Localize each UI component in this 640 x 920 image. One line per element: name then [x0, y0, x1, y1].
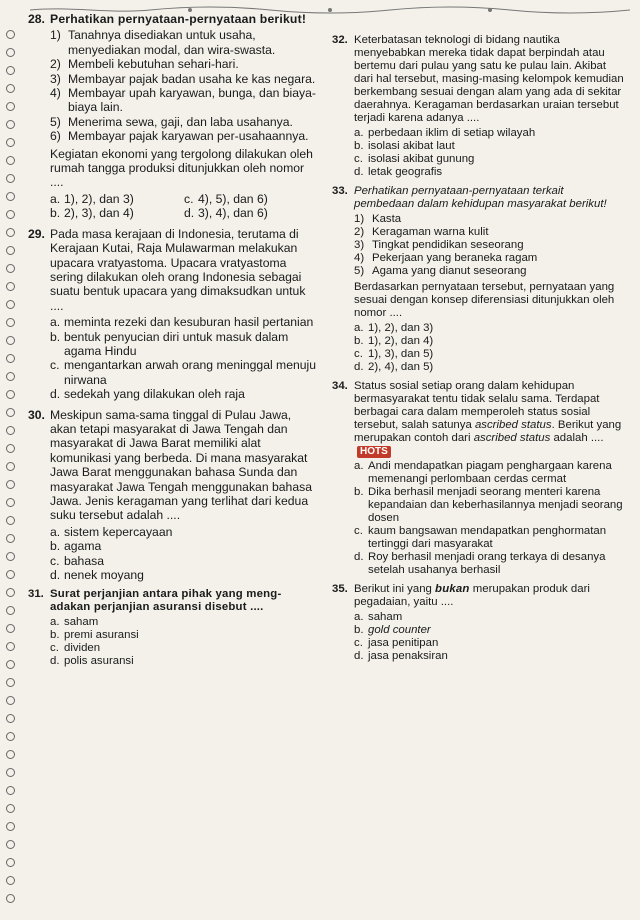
binding-hole: [6, 372, 15, 381]
binding-hole: [6, 786, 15, 795]
option-a[interactable]: a. 1), 2), dan 3): [354, 322, 434, 334]
binding-hole: [6, 192, 15, 201]
option-d[interactable]: d. nenek moyang: [50, 568, 144, 583]
binding-hole: [6, 894, 15, 903]
answer-options: [354, 611, 624, 663]
option-d[interactable]: d. letak geografis: [354, 166, 443, 178]
binding-hole: [6, 84, 15, 93]
hots-badge: HOTS: [357, 446, 391, 458]
option-c[interactable]: c. mengantarkan arwah orang meninggal menuju nirwana: [50, 358, 317, 387]
binding-hole: [6, 390, 15, 399]
option-c[interactable]: c. jasa penitipan: [354, 637, 439, 649]
binding-hole: [6, 210, 15, 219]
binding-hole: [6, 534, 15, 543]
binding-hole: [6, 300, 15, 309]
option-b[interactable]: b. bentuk penyucian diri untuk masuk dalam agama Hindu: [50, 329, 289, 358]
list-item: 6) Membayar pajak karyawan per-usahaannya.: [50, 129, 309, 144]
left-column: [28, 12, 318, 674]
binding-hole: [6, 642, 15, 651]
option-c[interactable]: c. 1), 3), dan 5): [354, 348, 434, 360]
option-d[interactable]: d. 2), 4), dan 5): [354, 361, 434, 373]
option-b[interactable]: b. isolasi akibat laut: [354, 140, 455, 152]
list-item: 4) Pekerjaan yang beraneka ragam: [354, 252, 538, 264]
binding-hole: [6, 570, 15, 579]
question-text: Status sosial setiap orang dalam kehidupan bermasyarakat tentu tidak selalu sama. Terdapat berbagai cara dalam memperoleh status sosial tersebut, salah satunya ascribed status. Berikut yang merupakan contoh dari ascribed status adalah ....HOTS: [354, 380, 622, 457]
binding-hole: [6, 336, 15, 345]
question-33: [332, 185, 624, 374]
binding-hole: [6, 282, 15, 291]
option-a[interactable]: a. sistem kepercayaan: [50, 524, 173, 539]
binding-hole: [6, 174, 15, 183]
option-c[interactable]: c. 4), 5), dan 6): [184, 191, 268, 206]
option-c[interactable]: c. bahasa: [50, 553, 104, 568]
option-c[interactable]: c. dividen: [50, 642, 101, 655]
binding-hole: [6, 858, 15, 867]
binding-hole: [6, 516, 15, 525]
binding-hole: [6, 318, 15, 327]
question-number: 30.: [28, 407, 45, 422]
option-a[interactable]: a. Andi mendapatkan piagam penghargaan karena memenangi perlombaan cerdas cermat: [354, 460, 612, 485]
question-28: [28, 12, 318, 221]
binding-hole: [6, 48, 15, 57]
binding-hole: [6, 444, 15, 453]
option-d[interactable]: d. 3), 4), dan 6): [184, 206, 268, 221]
binding-hole: [6, 678, 15, 687]
binding-hole: [6, 876, 15, 885]
option-a[interactable]: a. perbedaan iklim di setiap wilayah: [354, 127, 536, 139]
question-text: Surat perjanjian antara pihak yang meng-adakan perjanjian asuransi disebut ....: [50, 588, 282, 614]
binding-hole: [6, 102, 15, 111]
binding-hole: [6, 246, 15, 255]
question-number: 29.: [28, 226, 45, 241]
question-29: [28, 227, 318, 402]
answer-options: [50, 525, 318, 583]
answer-options: [354, 127, 624, 179]
question-30: [28, 408, 318, 583]
question-prompt: Kegiatan ekonomi yang tergolong dilakukan oleh rumah tangga produksi ditunjukkan oleh nomor ....: [50, 146, 313, 190]
question-stem: Perhatikan pernyataan-pernyataan berikut!: [50, 12, 307, 26]
binding-hole: [6, 156, 15, 165]
binding-hole: [6, 120, 15, 129]
binding-hole: [6, 480, 15, 489]
binding-hole: [6, 552, 15, 561]
answer-options: [354, 460, 624, 577]
option-d[interactable]: d. jasa penaksiran: [354, 650, 448, 662]
binding-hole: [6, 408, 15, 417]
question-number: 28.: [28, 12, 45, 26]
binding-hole: [6, 138, 15, 147]
answer-options: [354, 322, 624, 374]
question-number: 34.: [332, 380, 348, 392]
option-b[interactable]: b. premi asuransi: [50, 629, 139, 642]
list-item: 1) Kasta: [354, 213, 402, 225]
binding-hole: [6, 750, 15, 759]
binding-hole: [6, 696, 15, 705]
question-stem: Perhatikan pernyataan-pernyataan terkait pembedaan dalam kehidupan masyarakat berikut!: [354, 185, 607, 210]
answer-options: [50, 616, 318, 668]
option-a[interactable]: a. saham: [50, 616, 99, 629]
binding-hole: [6, 588, 15, 597]
binding-hole: [6, 228, 15, 237]
binding-hole: [6, 354, 15, 363]
binding-hole: [6, 624, 15, 633]
question-number: 32.: [332, 34, 348, 46]
list-item: 3) Membayar pajak badan usaha ke kas negara.: [50, 71, 316, 86]
list-item: 2) Keragaman warna kulit: [354, 226, 489, 238]
list-item: 5) Agama yang dianut seseorang: [354, 265, 527, 277]
question-34: [332, 380, 624, 577]
answer-options: [50, 315, 318, 401]
binding-hole: [6, 804, 15, 813]
list-item: 1) Tanahnya disediakan untuk usaha, menyediakan modal, dan wira-swasta.: [50, 28, 276, 57]
binding-hole: [6, 462, 15, 471]
binding-hole: [6, 732, 15, 741]
binding-hole: [6, 498, 15, 507]
question-text: Berikut ini yang bukan merupakan produk dari pegadaian, yaitu ....: [354, 583, 590, 608]
question-31: [28, 588, 318, 668]
question-prompt: Berdasarkan pernyataan tersebut, pernyataan yang sesuai dengan konsep diferensiasi ditunjukkan oleh nomor ....: [354, 281, 615, 319]
answer-options: [50, 192, 318, 221]
binding-hole: [6, 426, 15, 435]
statement-list: [50, 28, 318, 143]
binding-hole: [6, 66, 15, 75]
binding-hole: [6, 714, 15, 723]
right-column: [332, 34, 624, 669]
list-item: 4) Membayar upah karyawan, bunga, dan biaya-biaya lain.: [50, 86, 316, 115]
option-c[interactable]: c. kaum bangsawan mendapatkan penghormatan tertinggi dari masyarakat: [354, 525, 607, 550]
binding-hole: [6, 768, 15, 777]
option-b[interactable]: b. 2), 3), dan 4): [50, 206, 134, 221]
question-text: Keterbatasan teknologi di bidang nautika menyebabkan mereka tidak dapat berpindah atau bertemu dari pulau yang satu ke pulau lain. Akibat dari hal tersebut, masing-masing kelompok kemudian berkembang sesuai dengan alam yang ada di sekitar daerahnya. Keragaman berdasarkan uraian tersebut terjadi karena adanya ....: [354, 34, 624, 124]
binding-hole: [6, 660, 15, 669]
binding-hole: [6, 840, 15, 849]
question-number: 33.: [332, 185, 348, 197]
option-b[interactable]: b. agama: [50, 539, 102, 554]
option-b[interactable]: b. 1), 2), dan 4): [354, 335, 434, 347]
option-d[interactable]: d. polis asuransi: [50, 655, 134, 668]
question-text: Meskipun sama-sama tinggal di Pulau Jawa, akan tetapi masyarakat di Jawa Tengah dan masyarakat di Jawa Barat memiliki alat komunikasi yang berbeda. Di mana masyarakat Jawa Barat menggunakan bahasa Sunda dan masyarakat Jawa Tengah menggunakan bahasa Jawa. Jenis keragaman yang terlihat dari kedua suku tersebut adalah ....: [50, 407, 312, 523]
option-a[interactable]: a. saham: [354, 611, 403, 623]
option-c[interactable]: c. isolasi akibat gunung: [354, 153, 475, 165]
question-number: 31.: [28, 588, 44, 601]
option-b[interactable]: b. gold counter: [354, 624, 431, 636]
binding-hole: [6, 264, 15, 273]
binding-hole: [6, 822, 15, 831]
list-item: 2) Membeli kebutuhan sehari-hari.: [50, 57, 239, 72]
option-d[interactable]: d. Roy berhasil menjadi orang terkaya di desanya setelah usahanya berhasil: [354, 551, 606, 576]
question-35: [332, 583, 624, 663]
question-number: 35.: [332, 583, 348, 595]
statement-list: [354, 213, 624, 278]
option-a[interactable]: a. 1), 2), dan 3): [50, 191, 134, 206]
question-text: Pada masa kerajaan di Indonesia, terutama di Kerajaan Kutai, Raja Mulawarman melakukan upacara vratyastoma. Upacara vratyastoma sering dilakukan oleh orang Indonesia sebagai suatu bentuk upacara yang dimaksudkan untuk ....: [50, 226, 306, 313]
list-item: 3) Tingkat pendidikan seseorang: [354, 239, 524, 251]
list-item: 5) Menerima sewa, gaji, dan laba usahanya.: [50, 114, 293, 129]
option-b[interactable]: b. Dika berhasil menjadi seorang menteri karena kepandaian dan keberhasilannya menjadi seorang dosen: [354, 486, 623, 524]
question-32: [332, 34, 624, 179]
binding-hole: [6, 606, 15, 615]
option-d[interactable]: d. sedekah yang dilakukan oleh raja: [50, 387, 245, 402]
spiral-binding: [0, 0, 22, 920]
binding-hole: [6, 30, 15, 39]
option-a[interactable]: a. meminta rezeki dan kesuburan hasil pertanian: [50, 315, 314, 330]
